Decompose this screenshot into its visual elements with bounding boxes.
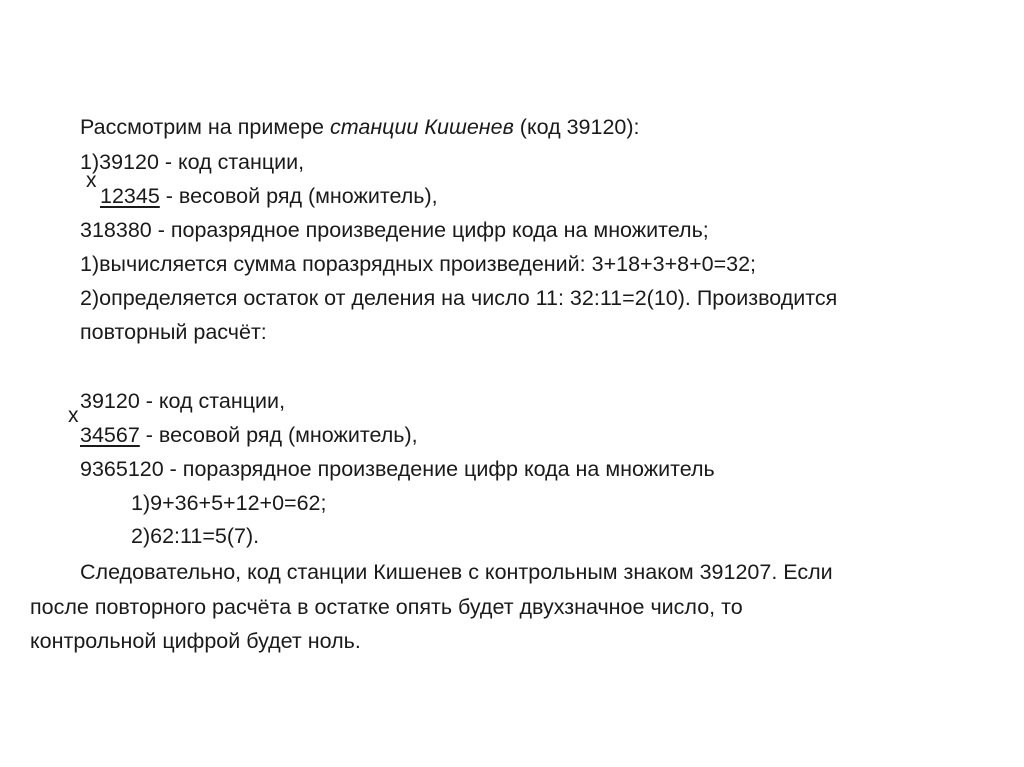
block2-step1: 1)9+36+5+12+0=62;	[131, 491, 327, 515]
conclusion-line-3: контрольной цифрой будет ноль.	[30, 629, 361, 653]
intro-station-name: станции Кишенев	[329, 115, 514, 139]
block1-weight-rest: - весовой ряд (множитель),	[159, 184, 438, 208]
block1-step2: 2)определяется остаток от деления на число 11: 32:11=2(10). Производится	[80, 286, 838, 310]
block1-code-line: 1)39120 - код станции,	[80, 150, 305, 174]
block1-step1: 1)вычисляется сумма поразрядных произведений: 3+18+3+8+0=32;	[80, 252, 757, 276]
block1-product-line: 318380 - поразрядное произведение цифр кода на множитель;	[80, 218, 709, 242]
intro-suffix: (код 39120):	[513, 115, 640, 139]
block2-weight-value: 34567	[80, 423, 140, 447]
block2-code-line: 39120 - код станции,	[80, 389, 286, 413]
block1-weight-line	[100, 181, 438, 211]
conclusion-line-1: Следовательно, код станции Кишенев с контрольным знаком 391207. Если	[80, 560, 833, 584]
block2-step2: 2)62:11=5(7).	[131, 524, 260, 548]
block2-product-line: 9365120 - поразрядное произведение цифр кода на множитель	[80, 457, 715, 481]
intro-prefix: Рассмотрим на примере	[80, 115, 330, 139]
block1-weight-value: 12345	[100, 184, 160, 208]
intro-line	[80, 112, 640, 142]
conclusion-line-2: после повторного расчёта в остатке опять будет двухзначное число, то	[30, 595, 743, 619]
block1-step2-continuation: повторный расчёт:	[80, 320, 267, 344]
block1-multiplication-sign: x	[86, 169, 97, 192]
block2-weight-rest: - весовой ряд (множитель),	[139, 423, 418, 447]
block2-weight-line	[80, 420, 418, 450]
block2-multiplication-sign: x	[68, 404, 79, 427]
